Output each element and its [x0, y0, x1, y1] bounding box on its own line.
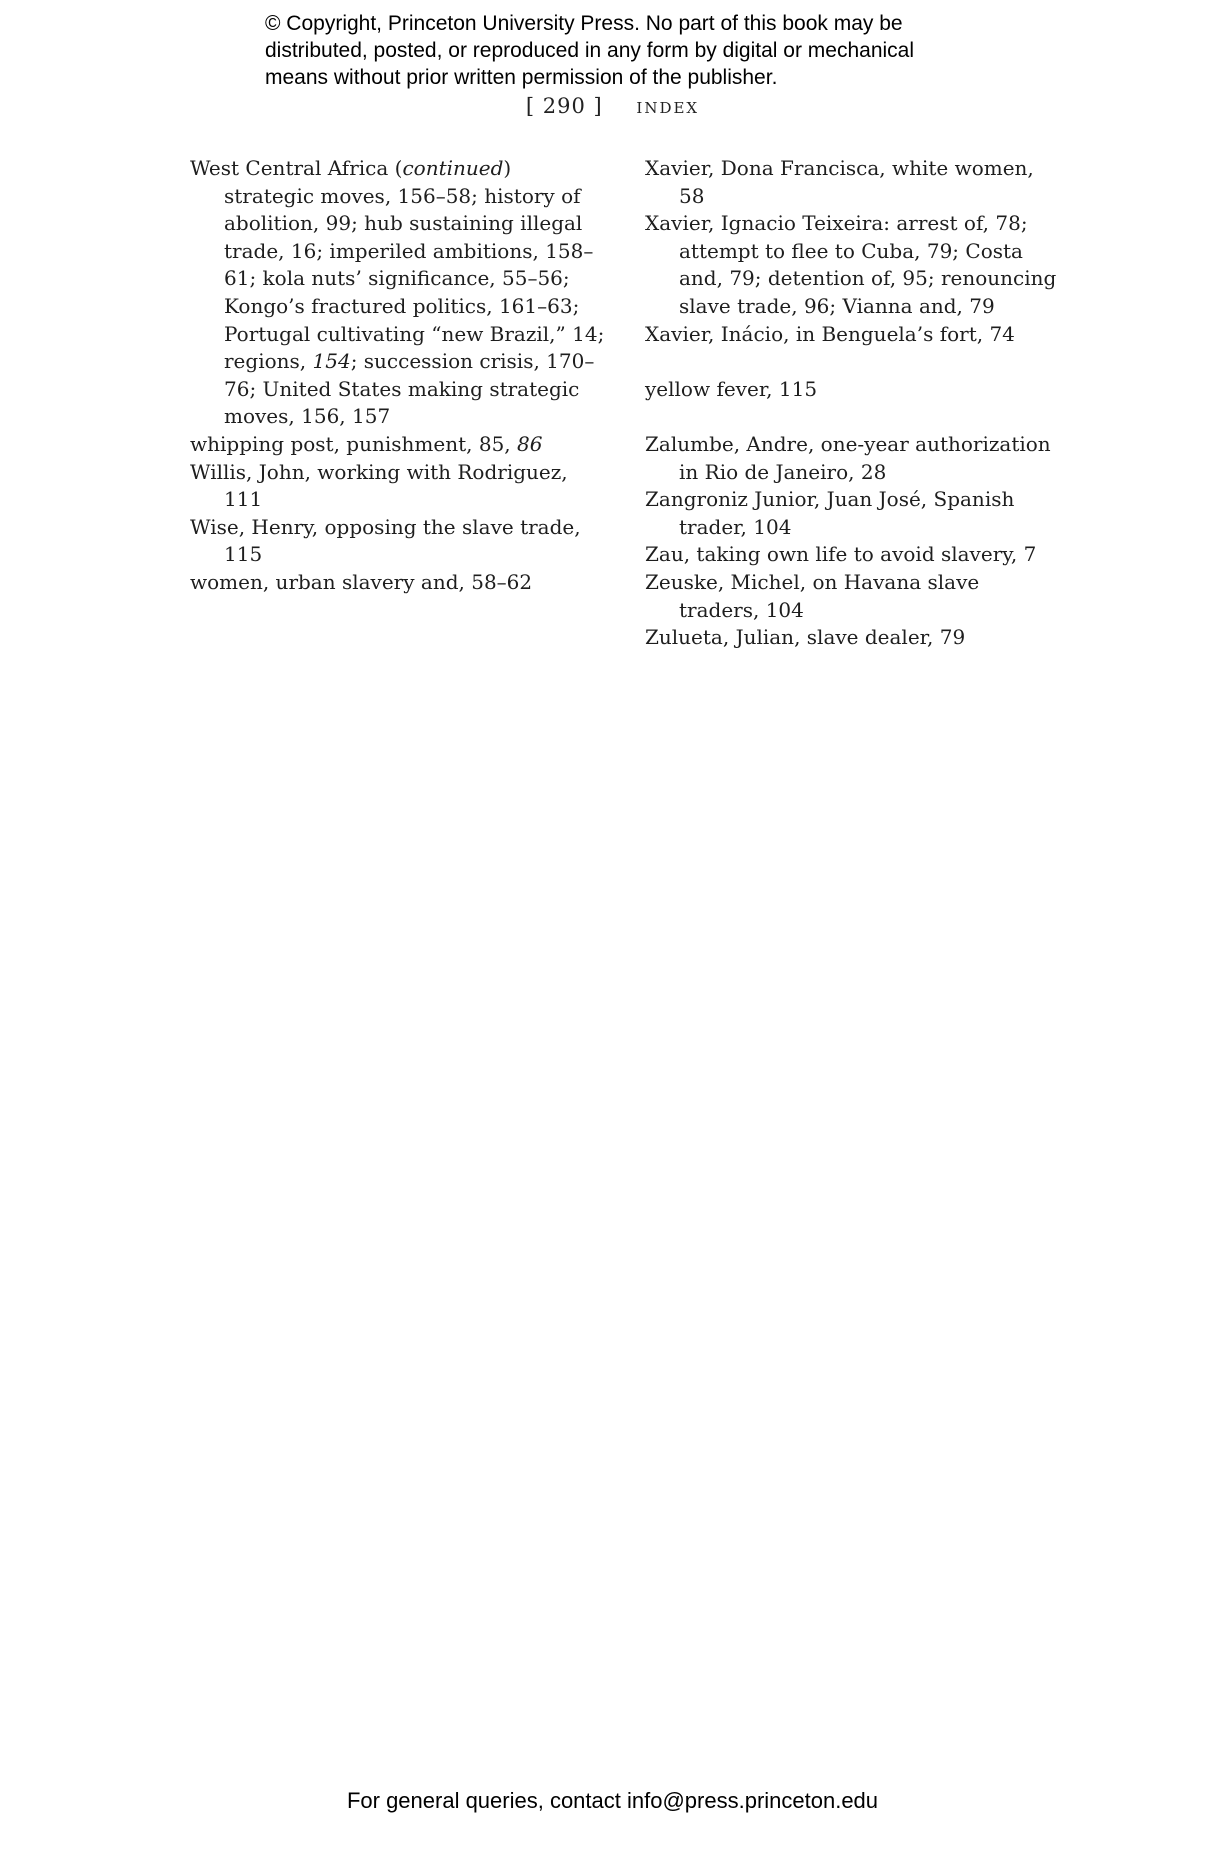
entry-text: West Central Africa (	[190, 156, 403, 180]
index-entry: Xavier, Dona Francisca, white women, 58	[645, 156, 1034, 208]
index-entry: Zangroniz Junior, Juan José, Spanish trader, 104	[645, 487, 1015, 539]
entry-italic: 154	[312, 349, 351, 374]
running-head	[0, 94, 1225, 118]
index-entry: Xavier, Ignacio Teixeira: arrest of, 78; attempt to flee to Cuba, 79; Costa and, 79; detention of, 95; renouncing slave trade, 96; Vianna and, 79	[645, 211, 1057, 318]
copyright-line: © Copyright, Princeton University Press. No part of this book may be	[265, 12, 903, 35]
index-entry: Zau, taking own life to avoid slavery, 7	[645, 542, 1037, 567]
entry-italic: 86	[517, 431, 543, 456]
index-entry	[190, 155, 605, 431]
index-entry: yellow fever, 115	[645, 376, 818, 401]
section-title: index	[636, 94, 700, 118]
entry-text: ; succession crisis, 170–76; United States making strategic moves, 156, 157	[224, 349, 595, 429]
copyright-notice	[265, 10, 1025, 91]
index-entry: Xavier, Inácio, in Benguela’s fort, 74	[645, 321, 1015, 346]
index-entry: Zalumbe, Andre, one-year authorization in Rio de Janeiro, 28	[645, 431, 1051, 484]
index-entry: Wise, Henry, opposing the slave trade, 115	[190, 514, 581, 567]
index-column-left	[190, 155, 605, 597]
index-entry: women, urban slavery and, 58–62	[190, 569, 533, 594]
entry-text: ) strategic moves, 156–58; history of abolition, 99; hub sustaining illegal trade, 16; imperiled ambitions, 158–61; kola nuts’ significance, 55–56; Kongo’s fractured politics, 161–63; Portugal cultivating “new Brazil,” 14; regions,	[224, 156, 605, 374]
entry-text: whipping post, punishment, 85,	[190, 431, 518, 456]
entry-italic: continued	[402, 156, 504, 180]
index-entry: Willis, John, working with Rodriguez, 111	[190, 459, 568, 512]
index-entry: Zeuske, Michel, on Havana slave traders, 104	[645, 569, 980, 622]
footer-contact: For general queries, contact info@press.princeton.edu	[346, 1788, 879, 1813]
copyright-line: means without prior written permission of the publisher.	[265, 66, 778, 89]
index-entry	[190, 431, 605, 459]
copyright-line: distributed, posted, or reproduced in any form by digital or mechanical	[265, 39, 915, 62]
index-column-right	[645, 155, 1065, 652]
index-entry: Zulueta, Julian, slave dealer, 79	[645, 625, 966, 650]
page-number: [ 290 ]	[525, 94, 603, 118]
